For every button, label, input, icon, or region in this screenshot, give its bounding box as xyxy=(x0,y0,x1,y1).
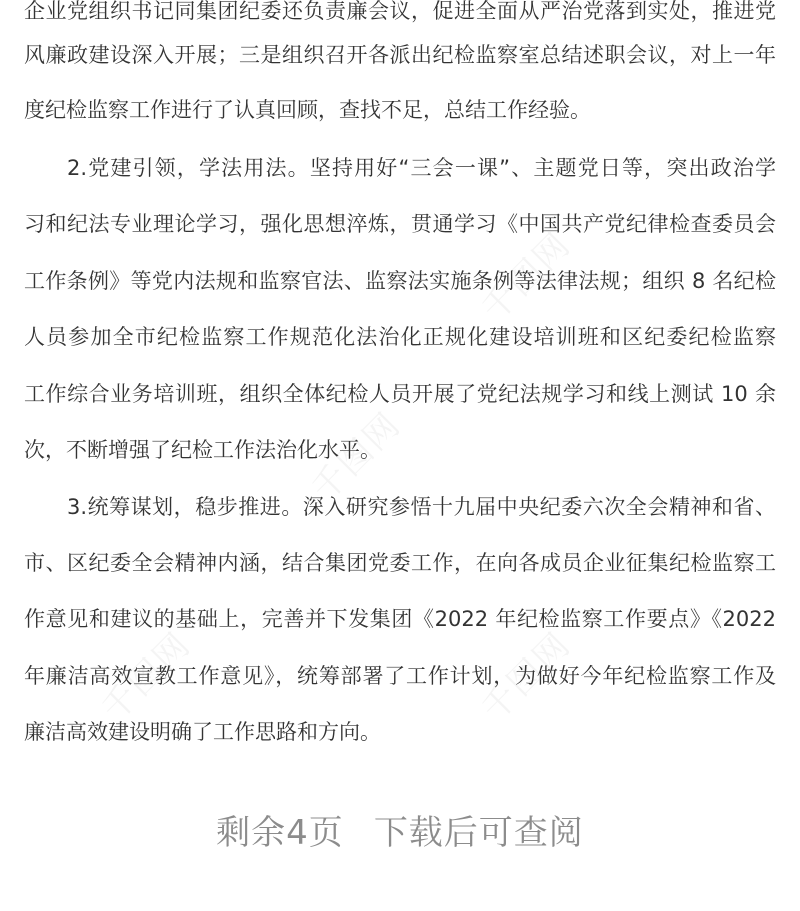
paragraph-line: 次，不断增强了纪检工作法治化水平。 xyxy=(24,438,381,462)
paragraph-line: 度纪检监察工作进行了认真回顾，查找不足，总结工作经验。 xyxy=(24,98,591,122)
download-prompt-banner[interactable] xyxy=(0,810,800,856)
watermark: 千图网 xyxy=(474,624,579,730)
download-to-view-label[interactable]: 下载后可查阅 xyxy=(373,813,584,853)
paragraph-line: 年廉洁高效宣教工作意见》，统筹部署了工作计划，为做好今年纪检监察工作及 xyxy=(24,664,776,688)
paragraph-line: 工作综合业务培训班，组织全体纪检人员开展了党纪法规学习和线上测试 10 余 xyxy=(24,382,776,406)
paragraph-line: 风廉政建设深入开展；三是组织召开各派出纪检监察室总结述职会议，对上一年 xyxy=(24,43,776,67)
remaining-pages-label: 剩余4页 xyxy=(216,813,344,853)
paragraph-line: 2.党建引领，学法用法。坚持用好“三会一课”、主题党日等，突出政治学 xyxy=(67,156,776,180)
paragraph-line: 市、区纪委全会精神内涵，结合集团党委工作，在向各成员企业征集纪检监察工 xyxy=(24,551,776,575)
paragraph-line: 作意见和建议的基础上，完善并下发集团《2022 年纪检监察工作要点》《2022 xyxy=(24,607,776,631)
paragraph-line: 企业党组织书记同集团纪委还负责廉会议，促进全面从严治党落到实处，推进党 xyxy=(24,0,776,23)
watermark: 千图网 xyxy=(304,404,409,510)
paragraph-line: 人员参加全市纪检监察工作规范化法治化正规化建设培训班和区纪委纪检监察 xyxy=(24,325,776,349)
watermark: 千图网 xyxy=(94,624,199,730)
watermark: 千图网 xyxy=(474,224,579,330)
paragraph-line: 廉洁高效建设明确了工作思路和方向。 xyxy=(24,720,381,744)
paragraph-line: 习和纪法专业理论学习，强化思想淬炼，贯通学习《中国共产党纪律检查委员会 xyxy=(24,212,776,236)
paragraph-line: 工作条例》等党内法规和监察官法、监察法实施条例等法律法规；组织 8 名纪检 xyxy=(24,269,776,293)
paragraph-line: 3.统筹谋划，稳步推进。深入研究参悟十九届中央纪委六次全会精神和省、 xyxy=(67,495,776,519)
